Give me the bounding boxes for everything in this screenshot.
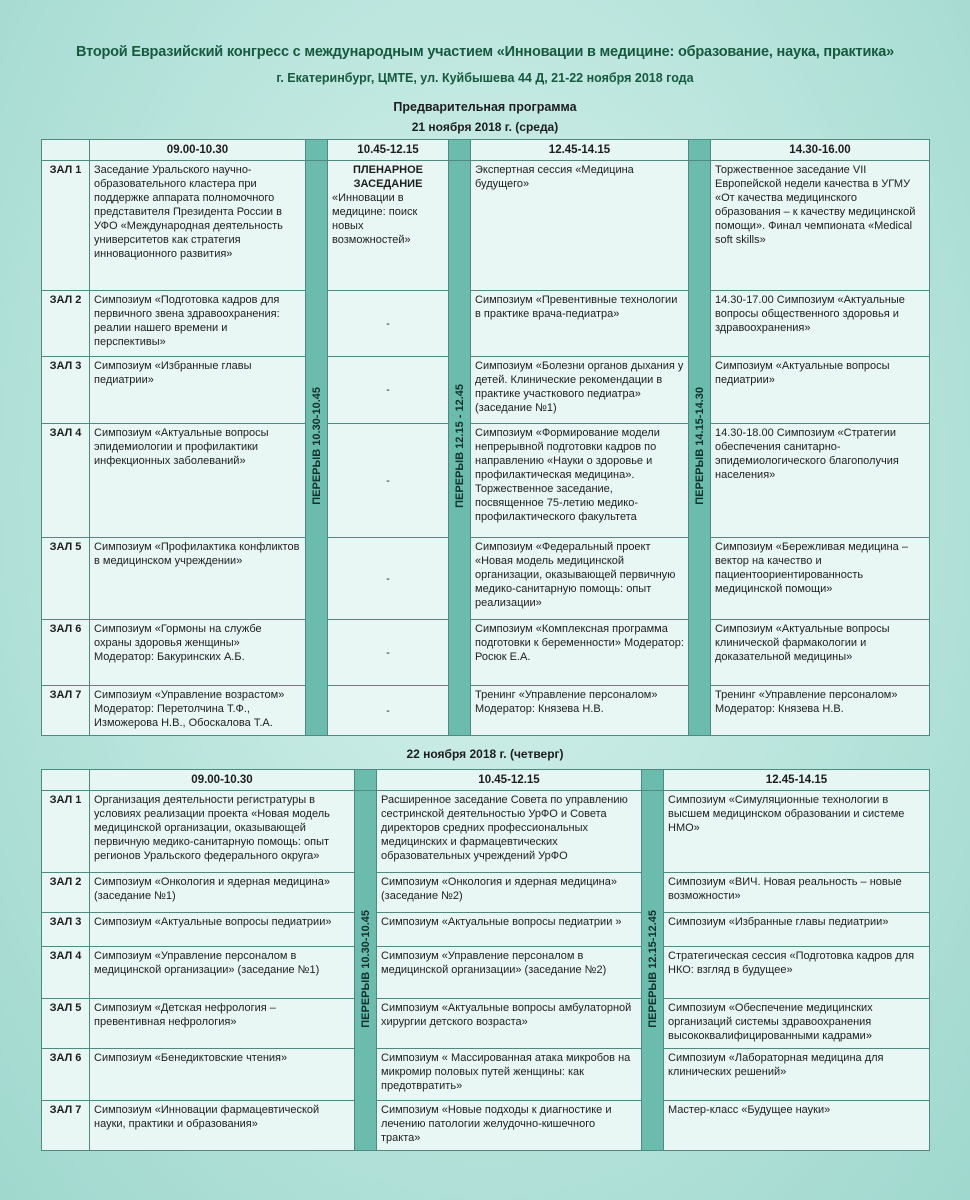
session-cell: 14.30-18.00 Симпозиум «Стратегии обеспечения санитарно-эпидемиологического благополучия населения» — [711, 424, 930, 538]
table-row — [42, 913, 930, 947]
program-title: Предварительная программа — [393, 100, 577, 114]
break-label: ПЕРЕРЫВ 12.15 - 12.45 — [453, 384, 466, 508]
session-cell: Стратегическая сессия «Подготовка кадров для НКО: взгляд в будущее» — [664, 947, 930, 999]
day1-break-1 — [306, 161, 328, 736]
session-cell: Симпозиум «Симуляционные технологии в высшем медицинском образовании и системе НМО» — [664, 791, 930, 873]
session-cell: Расширенное заседание Совета по управлению сестринской деятельностью УрФО и Совета директоров средних профессиональных медицинских и фармацевтических образовательных учреждений УрФО — [377, 791, 642, 873]
break-label: ПЕРЕРЫВ 10.30-10.45 — [359, 909, 372, 1028]
day2-time-2: 10.45-12.15 — [377, 770, 642, 791]
day2-header-row — [42, 770, 930, 791]
session-cell: Симпозиум «Лабораторная медицина для клинических решений» — [664, 1049, 930, 1101]
session-cell: Симпозиум «Онкология и ядерная медицина» (заседание №2) — [377, 873, 642, 913]
session-cell: Симпозиум «Федеральный проект «Новая модель медицинской организации, оказывающей первичную медико-санитарную помощь: опыт реализации» — [471, 538, 689, 620]
day1-time-4: 14.30-16.00 — [711, 140, 930, 161]
session-cell: Симпозиум «Формирование модели непрерывной подготовки кадров по направлению «Науки о здоровье и профилактическая медицина». Торжественное заседание, посвященное 75-летию медико-профилактического факультета — [471, 424, 689, 538]
hall-label: ЗАЛ 3 — [42, 913, 90, 947]
session-cell: Симпозиум «Актуальные вопросы педиатрии» — [90, 913, 355, 947]
day2-date: 22 ноября 2018 г. (четверг) — [406, 747, 564, 761]
day2-time-3: 12.45-14.15 — [664, 770, 930, 791]
session-cell: Симпозиум «Комплексная программа подготовки к беременности» Модератор: Росюк Е.А. — [471, 620, 689, 686]
empty-cell: - — [328, 538, 449, 620]
table-row — [42, 873, 930, 913]
hall-label: ЗАЛ 4 — [42, 947, 90, 999]
session-cell: Симпозиум «Управление персоналом в медицинской организации» (заседание №1) — [90, 947, 355, 999]
session-cell: Тренинг «Управление персоналом» Модератор: Князева Н.В. — [711, 686, 930, 736]
session-cell: Симпозиум «Актуальные вопросы педиатрии » — [377, 913, 642, 947]
session-cell: Экспертная сессия «Медицина будущего» — [471, 161, 689, 291]
plenary-text: «Инновации в медицине: поиск новых возможностей» — [332, 192, 418, 246]
session-cell: Симпозиум «Актуальные вопросы эпидемиологии и профилактики инфекционных заболеваний» — [90, 424, 306, 538]
hall-label: ЗАЛ 7 — [42, 1101, 90, 1151]
session-cell: 14.30-17.00 Симпозиум «Актуальные вопросы общественного здоровья и здравоохранения» — [711, 291, 930, 357]
session-cell: Симпозиум «Обеспечение медицинских организаций системы здравоохранения высококвалифицированными кадрами» — [664, 999, 930, 1049]
day1-time-3: 12.45-14.15 — [471, 140, 689, 161]
table-row — [42, 686, 930, 736]
day2-break-2 — [642, 791, 664, 1151]
session-cell: Симпозиум «Избранные главы педиатрии» — [664, 913, 930, 947]
table-row — [42, 999, 930, 1049]
session-cell: Симпозиум «Подготовка кадров для первичного звена здравоохранения: реалии нашего времени и перспективы» — [90, 291, 306, 357]
session-cell: Организация деятельности регистратуры в условиях реализации проекта «Новая модель медицинской организации, оказывающей первичную медико-санитарную помощь: опыт регионов Уральского федерального округа» — [90, 791, 355, 873]
session-cell: Симпозиум «Профилактика конфликтов в медицинском учреждении» — [90, 538, 306, 620]
table-row — [42, 161, 930, 291]
session-cell: Мастер-класс «Будущее науки» — [664, 1101, 930, 1151]
day2-time-1: 09.00-10.30 — [90, 770, 355, 791]
session-cell: Симпозиум «Новые подходы к диагностике и лечению патологии желудочно-кишечного тракта» — [377, 1101, 642, 1151]
session-cell: Симпозиум «Болезни органов дыхания у детей. Клинические рекомендации в практике участкового педиатра» (заседание №1) — [471, 357, 689, 424]
session-cell: Торжественное заседание VII Европейской недели качества в УГМУ «От качества медицинского образования – к качеству медицинской помощи». Финал чемпионата «Medical soft skills» — [711, 161, 930, 291]
session-cell: Симпозиум « Массированная атака микробов на микромир половых путей женщины: как предотвратить» — [377, 1049, 642, 1101]
session-cell: Заседание Уральского научно-образовательного кластера при поддержке аппарата полномочного представителя Президента России в УФО «Международная деятельность университетов как стратегия инновационного развития» — [90, 161, 306, 291]
session-cell: Симпозиум «Гормоны на службе охраны здоровья женщины» Модератор: Бакуринских А.Б. — [90, 620, 306, 686]
day1-time-1: 09.00-10.30 — [90, 140, 306, 161]
session-cell: Симпозиум «Управление возрастом» Модератор: Перетолчина Т.Ф., Изможерова Н.В., Обоскалова Т.А. — [90, 686, 306, 736]
table-row — [42, 620, 930, 686]
table-row — [42, 1101, 930, 1151]
session-cell: Тренинг «Управление персоналом» Модератор: Князева Н.В. — [471, 686, 689, 736]
day1-schedule-table — [41, 139, 930, 736]
session-cell: Симпозиум «Превентивные технологии в практике врача-педиатра» — [471, 291, 689, 357]
session-cell: Симпозиум «ВИЧ. Новая реальность – новые возможности» — [664, 873, 930, 913]
hall-label: ЗАЛ 1 — [42, 791, 90, 873]
day1-date: 21 ноября 2018 г. (среда) — [411, 120, 559, 134]
session-cell: Симпозиум «Детская нефрология – превентивная нефрология» — [90, 999, 355, 1049]
congress-location: г. Екатеринбург, ЦМТЕ, ул. Куйбышева 44 Д, 21-22 ноября 2018 года — [276, 71, 694, 85]
hall-header — [42, 140, 90, 161]
empty-cell: - — [328, 620, 449, 686]
break-label: ПЕРЕРЫВ 12.15-12.45 — [646, 909, 659, 1028]
hall-header — [42, 770, 90, 791]
session-cell: Симпозиум «Избранные главы педиатрии» — [90, 357, 306, 424]
day1-break-3 — [689, 161, 711, 736]
hall-label: ЗАЛ 2 — [42, 291, 90, 357]
day1-break-2 — [449, 161, 471, 736]
session-cell: Симпозиум «Инновации фармацевтической науки, практики и образования» — [90, 1101, 355, 1151]
hall-label: ЗАЛ 3 — [42, 357, 90, 424]
hall-label: ЗАЛ 2 — [42, 873, 90, 913]
break-label: ПЕРЕРЫВ 10.30-10.45 — [310, 387, 323, 505]
session-cell: Симпозиум «Онкология и ядерная медицина» (заседание №1) — [90, 873, 355, 913]
table-row — [42, 947, 930, 999]
table-row — [42, 1049, 930, 1101]
empty-cell: - — [328, 357, 449, 424]
table-row — [42, 424, 930, 538]
table-row — [42, 357, 930, 424]
session-cell: Симпозиум «Бережливая медицина – вектор на качество и пациентоориентированность медицинской помощи» — [711, 538, 930, 620]
hall-label: ЗАЛ 6 — [42, 1049, 90, 1101]
session-cell: Симпозиум «Актуальные вопросы амбулаторной хирургии детского возраста» — [377, 999, 642, 1049]
hall-label: ЗАЛ 5 — [42, 538, 90, 620]
congress-title: Второй Евразийский конгресс с международным участием «Инновации в медицине: образование, наука, практика» — [76, 44, 894, 60]
day1-time-2: 10.45-12.15 — [328, 140, 449, 161]
session-cell: Симпозиум «Управление персоналом в медицинской организации» (заседание №2) — [377, 947, 642, 999]
plenary-title: ПЛЕНАРНОЕ ЗАСЕДАНИЕ — [352, 164, 424, 190]
break-label: ПЕРЕРЫВ 14.15-14.30 — [693, 387, 706, 505]
empty-cell: - — [328, 424, 449, 538]
table-row — [42, 791, 930, 873]
hall-label: ЗАЛ 1 — [42, 161, 90, 291]
day1-header-row — [42, 140, 930, 161]
day2-break-1 — [355, 791, 377, 1151]
session-cell: Симпозиум «Бенедиктовские чтения» — [90, 1049, 355, 1101]
session-cell: Симпозиум «Актуальные вопросы клинической фармакологии и доказательной медицины» — [711, 620, 930, 686]
hall-label: ЗАЛ 7 — [42, 686, 90, 736]
hall-label: ЗАЛ 5 — [42, 999, 90, 1049]
session-cell: Симпозиум «Актуальные вопросы педиатрии» — [711, 357, 930, 424]
empty-cell: - — [328, 686, 449, 736]
table-row — [42, 291, 930, 357]
empty-cell: - — [328, 291, 449, 357]
hall-label: ЗАЛ 4 — [42, 424, 90, 538]
day2-schedule-table — [41, 769, 930, 1151]
table-row — [42, 538, 930, 620]
hall-label: ЗАЛ 6 — [42, 620, 90, 686]
plenary-cell — [328, 161, 449, 291]
